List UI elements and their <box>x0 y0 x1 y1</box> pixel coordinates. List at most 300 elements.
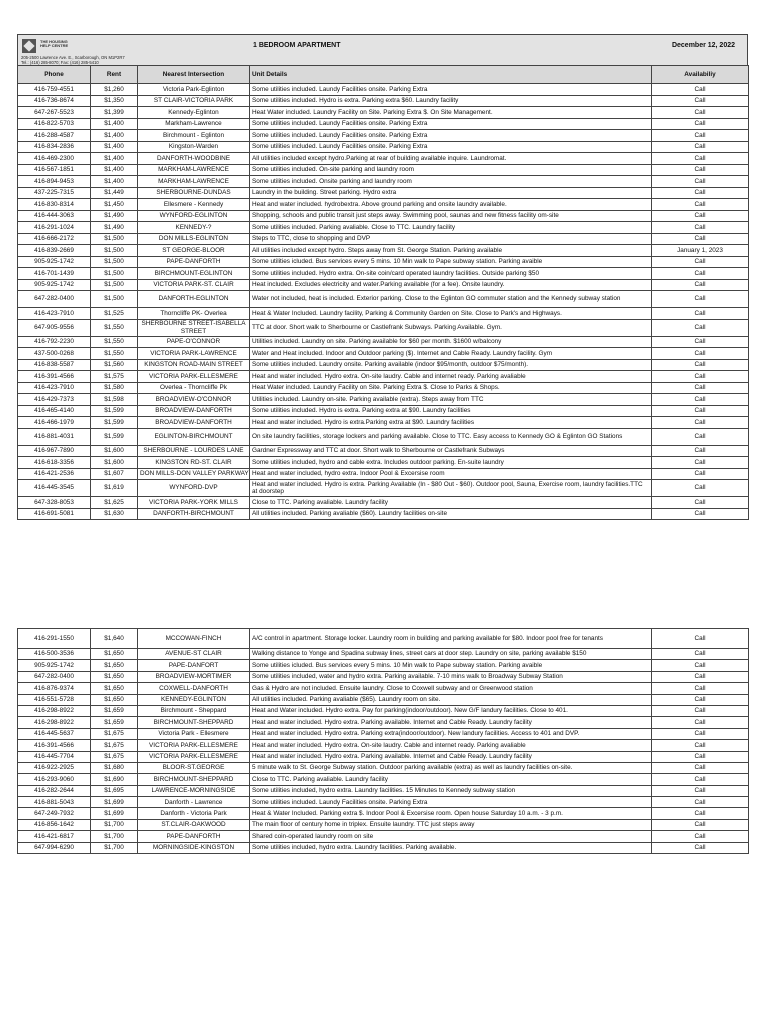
intersection-cell: Birchmount - Eglinton <box>138 130 250 142</box>
availability-cell: January 1, 2023 <box>652 245 749 257</box>
phone-cell: 416-291-1024 <box>18 222 91 234</box>
intersection-cell: KINGSTON RD-ST. CLAIR <box>138 457 250 469</box>
rent-cell: $1,699 <box>91 797 138 808</box>
intersection-cell: Thorncliffe PK- Overlea <box>138 308 250 320</box>
details-cell: Heat & Water Included. Parking extra $. Indoor Pool & Excersise room. Open house Saturday 10 a.m. - 3 p.m. <box>250 808 652 819</box>
phone-cell: 416-759-4551 <box>18 84 91 96</box>
rent-cell: $1,550 <box>91 336 138 348</box>
table-row <box>18 336 749 348</box>
table-row <box>18 291 749 308</box>
listings-table-2 <box>17 628 749 854</box>
details-cell: All utilities included except hydro. Steps away from St. George Station. Parking available <box>250 245 652 257</box>
details-cell: Laundry in the building. Street parking. Hydro extra <box>250 187 652 199</box>
rent-cell: $1,490 <box>91 222 138 234</box>
phone-cell: 416-421-6817 <box>18 831 91 842</box>
availability-cell: Call <box>652 629 749 649</box>
details-cell: Heat and water included. Hydro extra. Parking available. Internet and Cable Ready. Laundry facility <box>250 717 652 728</box>
details-cell: Some utilities icluded. Bus services every 5 mins. 10 Min walk to Pape subway station. Parking avaible <box>250 660 652 671</box>
phone-cell: 416-445-5637 <box>18 728 91 739</box>
phone-cell: 647-328-8053 <box>18 497 91 509</box>
table-row <box>18 308 749 320</box>
phone-cell: 416-691-5081 <box>18 508 91 520</box>
intersection-cell: Danforth - Lawrence <box>138 797 250 808</box>
availability-cell: Call <box>652 774 749 785</box>
intersection-cell: MARKHAM-LAWRENCE <box>138 176 250 188</box>
phone-cell: 416-792-2230 <box>18 336 91 348</box>
phone-cell: 647-282-0400 <box>18 671 91 682</box>
details-cell: Some utilities icluded. Bus services every 5 mins. 10 Min walk to Pape subway station. Parking avaible <box>250 256 652 268</box>
table-row <box>18 319 749 336</box>
details-cell: Heat and water included. Hydro extra. On-site laudry. Cable and internet ready. Parking avaliable <box>250 740 652 751</box>
table-row <box>18 279 749 291</box>
phone-cell: 416-298-8922 <box>18 717 91 728</box>
availability-cell: Call <box>652 199 749 211</box>
availability-cell: Call <box>652 660 749 671</box>
availability-cell: Call <box>652 694 749 705</box>
availability-cell: Call <box>652 508 749 520</box>
address-line-2: Tel.: (416) 285-8070; Fax: (416) 285-5410 <box>21 59 99 65</box>
table-row <box>18 797 749 808</box>
phone-cell: 416-282-2644 <box>18 785 91 796</box>
table-row <box>18 371 749 383</box>
phone-cell: 437-225-7315 <box>18 187 91 199</box>
rent-cell: $1,449 <box>91 187 138 199</box>
table-row <box>18 842 749 853</box>
details-cell: Close to TTC. Parking avaliable. Laundry facility <box>250 497 652 509</box>
intersection-cell: VICTORIA PARK-LAWRENCE <box>138 348 250 360</box>
details-cell: Shopping, schools and public transit just steps away. Swimming pool, saunas and new fitness facility om-site <box>250 210 652 222</box>
intersection-cell: BIRCHMOUNT-SHEPPARD <box>138 774 250 785</box>
table-row <box>18 751 749 762</box>
details-cell: The main floor of century home in triplex. Ensuite laundry. TTC just steps away <box>250 819 652 830</box>
intersection-cell: VICTORIA PARK-ST. CLAIR <box>138 279 250 291</box>
availability-cell: Call <box>652 728 749 739</box>
rent-cell: $1,680 <box>91 762 138 773</box>
details-cell: All utilities included. Parking avaliable ($65). Laundry room on site. <box>250 694 652 705</box>
table-row <box>18 233 749 245</box>
table-row <box>18 210 749 222</box>
details-cell: Some utilities included, water and hydro extra. Parking available. 7-10 mins walk to Broadway Subway Station <box>250 671 652 682</box>
phone-cell: 647-994-6290 <box>18 842 91 853</box>
intersection-cell: Birchmount - Sheppard <box>138 705 250 716</box>
details-cell: Some utilities included. Onsite parking and laundry room <box>250 176 652 188</box>
org-address <box>21 56 125 65</box>
availability-cell: Call <box>652 842 749 853</box>
details-cell: Water not included, heat is included. Exterior parking. Close to the Eglinton GO commuter station and the Kennedy subway station <box>250 291 652 308</box>
rent-cell: $1,560 <box>91 359 138 371</box>
table-row <box>18 394 749 406</box>
phone-cell: 416-465-4140 <box>18 405 91 417</box>
table-row <box>18 164 749 176</box>
table-row <box>18 831 749 842</box>
rent-cell: $1,450 <box>91 199 138 211</box>
table-row <box>18 740 749 751</box>
intersection-cell: DANFORTH-WOODBINE <box>138 153 250 165</box>
phone-cell: 416-288-4587 <box>18 130 91 142</box>
availability-cell: Call <box>652 141 749 153</box>
phone-cell: 416-618-3356 <box>18 457 91 469</box>
availability-cell: Call <box>652 468 749 480</box>
table-row <box>18 199 749 211</box>
availability-cell: Call <box>652 222 749 234</box>
phone-cell: 905-925-1742 <box>18 279 91 291</box>
table-header-row <box>18 66 749 84</box>
intersection-cell: WYNFORD-DVP <box>138 480 250 497</box>
availability-cell: Call <box>652 268 749 280</box>
rent-cell: $1,600 <box>91 457 138 469</box>
rent-cell: $1,599 <box>91 417 138 429</box>
availability-cell: Call <box>652 336 749 348</box>
phone-cell: 416-839-2669 <box>18 245 91 257</box>
phone-cell: 416-701-1439 <box>18 268 91 280</box>
rent-cell: $1,650 <box>91 671 138 682</box>
table-row <box>18 359 749 371</box>
rent-cell: $1,675 <box>91 728 138 739</box>
rent-cell: $1,580 <box>91 382 138 394</box>
intersection-cell: Kennedy-Eglinton <box>138 107 250 119</box>
rent-cell: $1,400 <box>91 164 138 176</box>
availability-cell: Call <box>652 371 749 383</box>
intersection-cell: Markham-Lawrence <box>138 118 250 130</box>
intersection-cell: Victoria Park - Ellesmere <box>138 728 250 739</box>
col-intersection: Nearest Intersection <box>138 66 250 84</box>
details-cell: Some utilities included. Hydro extra. On-site coin/card operated laundry facilities. Outside parking $50 <box>250 268 652 280</box>
table-row <box>18 118 749 130</box>
intersection-cell: DANFORTH-BIRCHMOUNT <box>138 508 250 520</box>
availability-cell: Call <box>652 118 749 130</box>
intersection-cell: KINGSTON ROAD-MAIN STREET <box>138 359 250 371</box>
details-cell: Heat and water included. Hydro extra. Parking available. Internet and Cable Ready. Laundry facility <box>250 751 652 762</box>
rent-cell: $1,400 <box>91 118 138 130</box>
rent-cell: $1,659 <box>91 705 138 716</box>
table-row <box>18 728 749 739</box>
availability-cell: Call <box>652 256 749 268</box>
details-cell: TTC at door. Short walk to Sherbourne or Castlefrank Subways. Parking Available. Gym. <box>250 319 652 336</box>
table-row <box>18 683 749 694</box>
table-row <box>18 417 749 429</box>
availability-cell: Call <box>652 233 749 245</box>
details-cell: Heat and Water included. Hydro extra. Pay for parking(indoor/outdoor). New G/F landury facilities. Close to 401. <box>250 705 652 716</box>
availability-cell: Call <box>652 153 749 165</box>
rent-cell: $1,550 <box>91 319 138 336</box>
phone-cell: 416-567-1851 <box>18 164 91 176</box>
availability-cell: Call <box>652 382 749 394</box>
table-row <box>18 222 749 234</box>
details-cell: Heat and water included. hydrobextra. Above ground parking and onsite laundry available. <box>250 199 652 211</box>
phone-cell: 647-267-5523 <box>18 107 91 119</box>
report-date: December 12, 2022 <box>671 42 735 49</box>
table-row <box>18 785 749 796</box>
table-body-1 <box>18 84 749 520</box>
phone-cell: 416-881-4031 <box>18 428 91 445</box>
details-cell: Water and Heat included. Indoor and Outdoor parking ($). Internet and Cable Ready. Laundry facility. Gym <box>250 348 652 360</box>
availability-cell: Call <box>652 457 749 469</box>
availability-cell: Call <box>652 405 749 417</box>
phone-cell: 416-834-2836 <box>18 141 91 153</box>
rent-cell: $1,500 <box>91 268 138 280</box>
rent-cell: $1,400 <box>91 176 138 188</box>
rent-cell: $1,525 <box>91 308 138 320</box>
table-row <box>18 671 749 682</box>
phone-cell: 416-291-1550 <box>18 629 91 649</box>
rent-cell: $1,400 <box>91 153 138 165</box>
phone-cell: 647-905-9556 <box>18 319 91 336</box>
intersection-cell: KENNEDY-EGLINTON <box>138 694 250 705</box>
availability-cell: Call <box>652 785 749 796</box>
table-row <box>18 445 749 457</box>
availability-cell: Call <box>652 762 749 773</box>
table-row <box>18 428 749 445</box>
rent-cell: $1,625 <box>91 497 138 509</box>
phone-cell: 416-922-2925 <box>18 762 91 773</box>
availability-cell: Call <box>652 819 749 830</box>
table-row <box>18 497 749 509</box>
table-row <box>18 405 749 417</box>
availability-cell: Call <box>652 740 749 751</box>
availability-cell: Call <box>652 797 749 808</box>
details-cell: Close to TTC. Parking avaliable. Laundry facility <box>250 774 652 785</box>
rent-cell: $1,650 <box>91 683 138 694</box>
table-row <box>18 468 749 480</box>
availability-cell: Call <box>652 480 749 497</box>
phone-cell: 416-838-5587 <box>18 359 91 371</box>
intersection-cell: BROADVIEW-DANFORTH <box>138 405 250 417</box>
rent-cell: $1,650 <box>91 649 138 660</box>
intersection-cell: VICTORIA PARK-ELLESMERE <box>138 751 250 762</box>
availability-cell: Call <box>652 187 749 199</box>
rent-cell: $1,575 <box>91 371 138 383</box>
col-rent: Rent <box>91 66 138 84</box>
availability-cell: Call <box>652 671 749 682</box>
phone-cell: 416-445-7704 <box>18 751 91 762</box>
table-row <box>18 705 749 716</box>
phone-cell: 416-298-8922 <box>18 705 91 716</box>
intersection-cell: ST GEORGE-BLOOR <box>138 245 250 257</box>
availability-cell: Call <box>652 95 749 107</box>
availability-cell: Call <box>652 164 749 176</box>
intersection-cell: PAPE-O'CONNOR <box>138 336 250 348</box>
intersection-cell: BIRCHMOUNT-SHEPPARD <box>138 717 250 728</box>
details-cell: Some utilities included. Laundy Facilities onsite. Parking Extra <box>250 84 652 96</box>
intersection-cell: Overlea - Thorncliffe Pk <box>138 382 250 394</box>
details-cell: Utilities included. Laundry on site. Parking available for $60 per month. $1600 w/balcony <box>250 336 652 348</box>
rent-cell: $1,607 <box>91 468 138 480</box>
details-cell: On site laundry facilities, storage lockers and parking available. Close to TTC. Easy access to Kennedy GO & Eglinton GO Stations <box>250 428 652 445</box>
phone-cell: 416-500-3536 <box>18 649 91 660</box>
rent-cell: $1,650 <box>91 660 138 671</box>
house-logo-icon <box>22 39 36 53</box>
intersection-cell: SHERBOURNE STREET-ISABELLA STREET <box>138 319 250 336</box>
intersection-cell: AVENUE-ST CLAIR <box>138 649 250 660</box>
rent-cell: $1,500 <box>91 256 138 268</box>
phone-cell: 416-736-8674 <box>18 95 91 107</box>
phone-cell: 437-500-0268 <box>18 348 91 360</box>
intersection-cell: VICTORIA PARK-ELLESMERE <box>138 371 250 383</box>
page-header <box>17 34 748 66</box>
phone-cell: 416-967-7890 <box>18 445 91 457</box>
availability-cell: Call <box>652 210 749 222</box>
page-title: 1 BEDROOM APARTMENT <box>253 42 341 49</box>
table-row <box>18 84 749 96</box>
details-cell: Walking distance to Yonge and Spadina subway lines, street cars at door step. Laundry on site, parking available $150 <box>250 649 652 660</box>
phone-cell: 416-391-4566 <box>18 740 91 751</box>
availability-cell: Call <box>652 291 749 308</box>
rent-cell: $1,399 <box>91 107 138 119</box>
intersection-cell: EGLINTON-BIRCHMOUNT <box>138 428 250 445</box>
availability-cell: Call <box>652 831 749 842</box>
table-row <box>18 649 749 660</box>
rent-cell: $1,500 <box>91 245 138 257</box>
details-cell: Heat Water included. Laundry Facility on Site. Parking Extra $. On Site Management. <box>250 107 652 119</box>
rent-cell: $1,350 <box>91 95 138 107</box>
details-cell: 5 minute walk to St. George Subway station. Outdoor parking available (extra) as well as laundry facilities on-site. <box>250 762 652 773</box>
table-row <box>18 819 749 830</box>
intersection-cell: SHERBOURNE - LOURDES LANE <box>138 445 250 457</box>
phone-cell: 416-830-8314 <box>18 199 91 211</box>
listings-table-1 <box>17 65 749 520</box>
rent-cell: $1,659 <box>91 717 138 728</box>
details-cell: Heat & Water Included. Laundry facility, Parking & Community Garden on Site. Close to Park's and Highways. <box>250 308 652 320</box>
intersection-cell: VICTORIA PARK-ELLESMERE <box>138 740 250 751</box>
rent-cell: $1,500 <box>91 291 138 308</box>
phone-cell: 416-423-7910 <box>18 382 91 394</box>
table-body-2 <box>18 629 749 854</box>
availability-cell: Call <box>652 359 749 371</box>
phone-cell: 416-894-9453 <box>18 176 91 188</box>
rent-cell: $1,699 <box>91 808 138 819</box>
phone-cell: 647-282-0400 <box>18 291 91 308</box>
rent-cell: $1,700 <box>91 831 138 842</box>
intersection-cell: Danforth - Victoria Park <box>138 808 250 819</box>
availability-cell: Call <box>652 717 749 728</box>
details-cell: Gardner Expressway and TTC at door. Short walk to Sherbourne or Castlefrank Subways <box>250 445 652 457</box>
details-cell: Heat and water included. Hydro is extra. Parking Available (In - $80 Out - $60). Outdoor pool, Sauna, Exercise room, laundry facilities.TTC at doorstep <box>250 480 652 497</box>
phone-cell: 416-876-9374 <box>18 683 91 694</box>
details-cell: Some utilities included. Parking avaliable. Close to TTC. Laundry facility <box>250 222 652 234</box>
details-cell: Heat and water included. Hydro is extra.Parking extra at $90. Laundry facilities <box>250 417 652 429</box>
details-cell: Some utilities included. Laundy Facilities onsite. Parking Extra <box>250 141 652 153</box>
table-row <box>18 382 749 394</box>
intersection-cell: SHERBOURNE-DUNDAS <box>138 187 250 199</box>
table-row <box>18 457 749 469</box>
phone-cell: 416-444-3063 <box>18 210 91 222</box>
phone-cell: 416-466-1979 <box>18 417 91 429</box>
details-cell: Some utilities included. On-site parking and laundry room <box>250 164 652 176</box>
table-row <box>18 187 749 199</box>
table-row <box>18 141 749 153</box>
rent-cell: $1,599 <box>91 405 138 417</box>
table-row <box>18 130 749 142</box>
table-row <box>18 480 749 497</box>
col-availability: Availabiliy <box>652 66 749 84</box>
table-row <box>18 660 749 671</box>
rent-cell: $1,599 <box>91 428 138 445</box>
phone-cell: 416-881-5043 <box>18 797 91 808</box>
phone-cell: 416-429-7373 <box>18 394 91 406</box>
details-cell: Shared coin-operated laundry room on site <box>250 831 652 842</box>
table-row <box>18 256 749 268</box>
table-row <box>18 107 749 119</box>
intersection-cell: BIRCHMOUNT-EGLINTON <box>138 268 250 280</box>
intersection-cell: PAPE-DANFORTH <box>138 256 250 268</box>
table-row <box>18 176 749 188</box>
intersection-cell: BROADVIEW-DANFORTH <box>138 417 250 429</box>
phone-cell: 416-423-7910 <box>18 308 91 320</box>
intersection-cell: KENNEDY-? <box>138 222 250 234</box>
availability-cell: Call <box>652 417 749 429</box>
details-cell: A/C control in apartment. Storage locker. Laundry room in building and parking available for $80. Indoor pool free for tenants <box>250 629 652 649</box>
rent-cell: $1,400 <box>91 141 138 153</box>
intersection-cell: BROADVIEW-MORTIMER <box>138 671 250 682</box>
details-cell: Heat and water included. Hydro extra. On-site laudry. Cable and internet ready. Parking avaliable <box>250 371 652 383</box>
details-cell: Some utilities included, hydro extra. Laundry facilities. Parking available. <box>250 842 652 853</box>
rent-cell: $1,695 <box>91 785 138 796</box>
intersection-cell: BROADVIEW-O'CONNOR <box>138 394 250 406</box>
table-row <box>18 629 749 649</box>
rent-cell: $1,490 <box>91 210 138 222</box>
table-row <box>18 774 749 785</box>
phone-cell: 416-856-1642 <box>18 819 91 830</box>
availability-cell: Call <box>652 683 749 694</box>
table-row <box>18 717 749 728</box>
phone-cell: 416-822-5703 <box>18 118 91 130</box>
rent-cell: $1,500 <box>91 279 138 291</box>
rent-cell: $1,650 <box>91 694 138 705</box>
intersection-cell: Victoria Park-Eglinton <box>138 84 250 96</box>
table-row <box>18 348 749 360</box>
details-cell: Some utilities included. Laundy Facilities onsite. Parking Extra <box>250 130 652 142</box>
details-cell: Some utilities included. Laundy Facilities onsite. Parking Extra <box>250 797 652 808</box>
table-row <box>18 762 749 773</box>
table-row <box>18 508 749 520</box>
rent-cell: $1,675 <box>91 740 138 751</box>
rent-cell: $1,630 <box>91 508 138 520</box>
details-cell: Heat and water included, hydro extra. Indoor Pool & Excersise room <box>250 468 652 480</box>
availability-cell: Call <box>652 279 749 291</box>
phone-cell: 416-293-9060 <box>18 774 91 785</box>
details-cell: Heat and water included. Hydro extra. Parking extra(indoor/outdoor). New landury facilities. Access to 401 and DVP. <box>250 728 652 739</box>
intersection-cell: ST CLAIR-VICTORIA PARK <box>138 95 250 107</box>
phone-cell: 416-469-2300 <box>18 153 91 165</box>
table-row <box>18 153 749 165</box>
intersection-cell: DON MILLS-EGLINTON <box>138 233 250 245</box>
col-details: Unit Details <box>250 66 652 84</box>
phone-cell: 416-391-4566 <box>18 371 91 383</box>
phone-cell: 905-925-1742 <box>18 660 91 671</box>
phone-cell: 416-551-5728 <box>18 694 91 705</box>
details-cell: Steps to TTC, close to shopping and DVP <box>250 233 652 245</box>
rent-cell: $1,500 <box>91 233 138 245</box>
details-cell: All utilities included. Parking avaliable ($60). Laundry facilities on-site <box>250 508 652 520</box>
details-cell: All utilities included except hydro.Parking at rear of building available inquire. Laundromat. <box>250 153 652 165</box>
intersection-cell: DANFORTH-EGLINTON <box>138 291 250 308</box>
availability-cell: Call <box>652 394 749 406</box>
details-cell: Some utilities included, hydro extra. Laundry facilities. 15 Minutes to Kennedy subway station <box>250 785 652 796</box>
address-line-1: 205-2500 Lawrence Ave. E., Scarborough, ON M1P2R7 <box>21 55 125 60</box>
intersection-cell: VICTORIA PARK-YORK MILLS <box>138 497 250 509</box>
details-cell: Utilities included. Laundry on-site. Parking available (extra). Steps away from TTC <box>250 394 652 406</box>
intersection-cell: MARKHAM-LAWRENCE <box>138 164 250 176</box>
phone-cell: 416-666-2172 <box>18 233 91 245</box>
rent-cell: $1,260 <box>91 84 138 96</box>
availability-cell: Call <box>652 808 749 819</box>
availability-cell: Call <box>652 445 749 457</box>
intersection-cell: DON MILLS-DON VALLEY PARKWAY <box>138 468 250 480</box>
phone-cell: 416-445-3545 <box>18 480 91 497</box>
rent-cell: $1,550 <box>91 348 138 360</box>
org-name: THE HOUSING HELP CENTRE <box>40 39 69 49</box>
availability-cell: Call <box>652 84 749 96</box>
